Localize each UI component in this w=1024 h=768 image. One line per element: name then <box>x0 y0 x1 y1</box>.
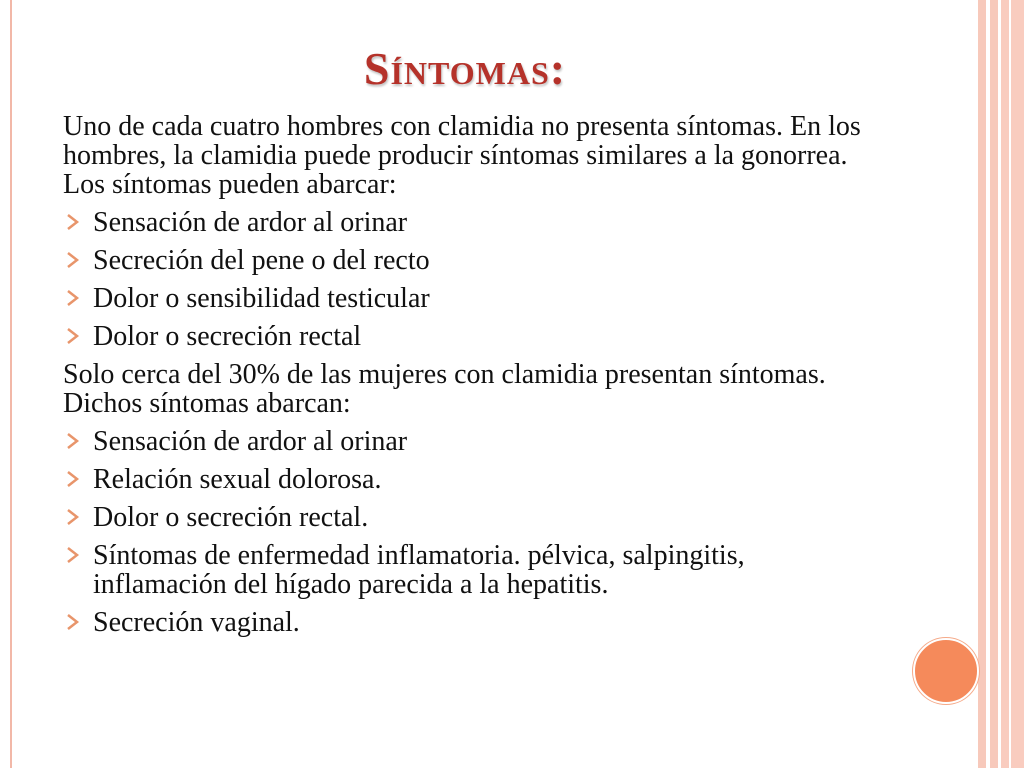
arrow-right-icon <box>63 431 83 451</box>
right-stripe <box>978 0 986 768</box>
left-border-line <box>10 0 12 768</box>
list-item <box>63 465 883 494</box>
list-item-text: Dolor o sensibilidad testicular <box>93 283 430 314</box>
list-item-text: Síntomas de enfermedad inflamatoria. pélvica, salpingitis, inflamación del hígado parecida a la hepatitis. <box>93 540 745 600</box>
right-stripe-gap <box>1009 0 1011 768</box>
right-stripe <box>1001 0 1024 768</box>
intro-paragraph: Uno de cada cuatro hombres con clamidia no presenta síntomas. En los hombres, la clamidia puede producir síntomas similares a la gonorrea. Los síntomas pueden abarcar: <box>63 111 861 200</box>
list-item-text: Sensación de ardor al orinar <box>93 207 408 238</box>
list-item-text: Sensación de ardor al orinar <box>93 426 408 457</box>
list-item <box>63 208 883 237</box>
arrow-right-icon <box>63 545 83 565</box>
list-item <box>63 246 883 275</box>
list-item-text: Dolor o secreción rectal. <box>93 502 369 533</box>
slide-body <box>63 112 883 646</box>
list-item-text: Relación sexual dolorosa. <box>93 464 382 495</box>
arrow-right-icon <box>63 250 83 270</box>
list-item <box>63 427 883 456</box>
arrow-right-icon <box>63 507 83 527</box>
list-item <box>63 541 883 599</box>
list-item-text: Dolor o secreción rectal <box>93 321 362 352</box>
arrow-right-icon <box>63 326 83 346</box>
arrow-right-icon <box>63 612 83 632</box>
list-item <box>63 503 883 532</box>
arrow-right-icon <box>63 469 83 489</box>
list-item-text: Secreción del pene o del recto <box>93 245 430 276</box>
arrow-right-icon <box>63 212 83 232</box>
arrow-right-icon <box>63 288 83 308</box>
right-stripe <box>990 0 998 768</box>
women-paragraph: Solo cerca del 30% de las mujeres con clamidia presentan síntomas. Dichos síntomas abarcan: <box>63 359 826 419</box>
slide-title: Síntomas: <box>363 43 567 94</box>
list-item <box>63 284 883 313</box>
list-item <box>63 608 883 637</box>
list-item-text: Secreción vaginal. <box>93 607 300 638</box>
decorative-circle-icon <box>913 638 979 704</box>
list-item <box>63 322 883 351</box>
